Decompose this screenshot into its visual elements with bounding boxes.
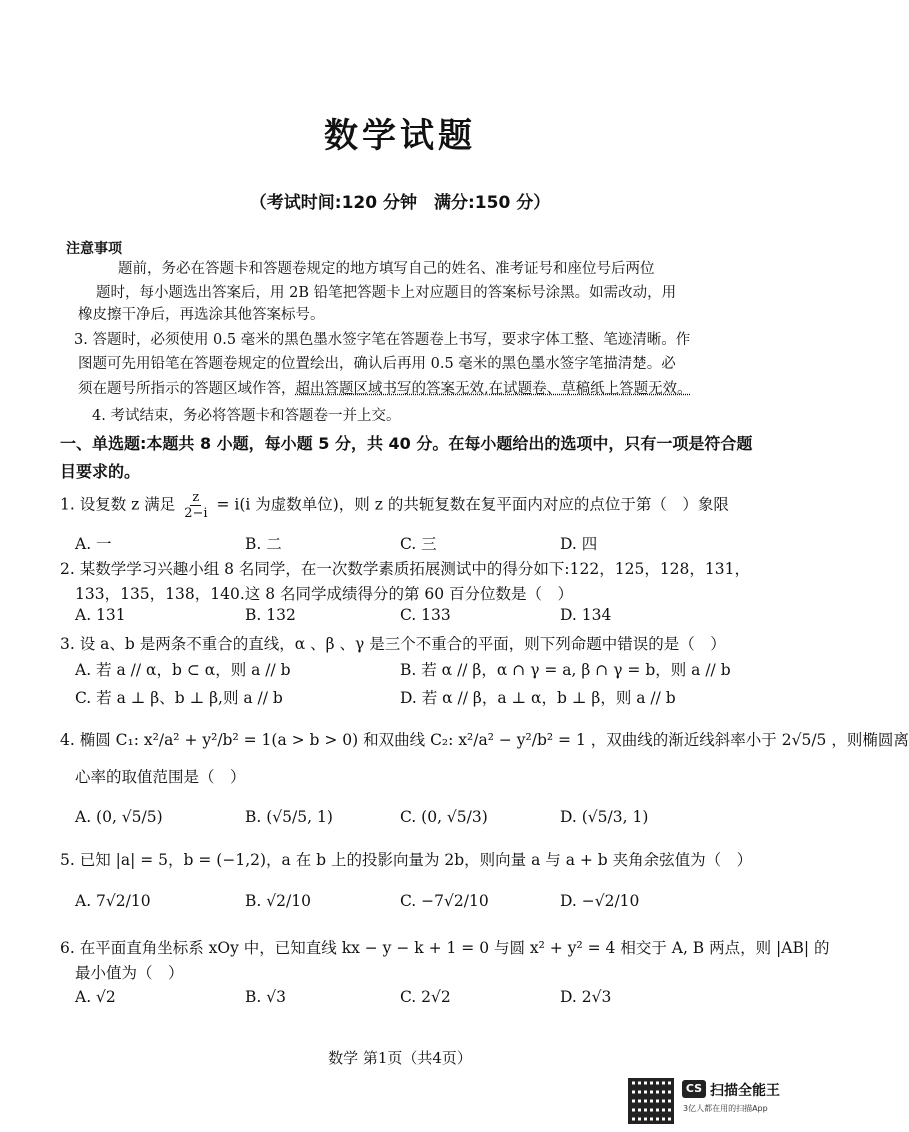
qr-code-icon bbox=[628, 1078, 674, 1124]
page-footer: 数学 第1页（共4页） bbox=[328, 1049, 472, 1067]
q4-option-c: C. (0, √5/3) bbox=[400, 808, 488, 826]
q5-option-b: B. √2/10 bbox=[245, 892, 311, 910]
q4-option-b: B. (√5/5, 1) bbox=[245, 808, 333, 826]
q3-option-d: D. 若 α // β，a ⊥ α，b ⊥ β，则 a // b bbox=[400, 689, 676, 707]
question-4 bbox=[60, 728, 909, 750]
section-heading: 一、单选题:本题共 8 小题，每小题 5 分，共 40 分。在每小题给出的选项中，只有一项是符合题目要求的。 bbox=[60, 434, 753, 481]
q1-pre: 1. 设复数 z 满足 bbox=[60, 495, 176, 514]
q6-option-c: C. 2√2 bbox=[400, 988, 451, 1006]
question-6-line-2: 最小值为（ ） bbox=[75, 964, 184, 982]
q2-option-d: D. 134 bbox=[560, 606, 612, 624]
q3-option-a: A. 若 a // α，b ⊂ α，则 a // b bbox=[75, 661, 291, 679]
q6-option-d: D. 2√3 bbox=[560, 988, 612, 1006]
q4-mid: 和双曲线 C₂: bbox=[363, 731, 454, 749]
q5-option-d: D. −√2/10 bbox=[560, 892, 640, 910]
notice-line-2: 题时，每小题选出答案后，用 2B 铅笔把答题卡上对应题目的答案标号涂黑。如需改动，用 bbox=[96, 285, 677, 301]
notice-line-5: 图题可先用铅笔在答题卷规定的位置绘出，确认后再用 0.5 毫米的黑色墨水签字笔描清楚。必 bbox=[78, 356, 676, 372]
exam-info: （考试时间:120 分钟 满分:150 分） bbox=[249, 193, 551, 213]
q4-post: ，双曲线的渐近线斜率小于 bbox=[590, 731, 777, 749]
q1-post: = i(i 为虚数单位)，则 z 的共轭复数在复平面内对应的点位于第（ ）象限 bbox=[216, 495, 729, 514]
q4-hyperbola: x²/a² − y²/b² = 1 bbox=[458, 731, 586, 749]
question-6-line-1: 6. 在平面直角坐标系 xOy 中，已知直线 kx − y − k + 1 = 0 与圆 x² + y² = 4 相交于 A, B 两点，则 |AB| 的 bbox=[60, 939, 830, 957]
notice-line-6 bbox=[78, 378, 692, 400]
q2-option-b: B. 132 bbox=[245, 606, 296, 624]
notice-heading: 注意事项 bbox=[66, 241, 122, 257]
notice-line-4: 3. 答题时，必须使用 0.5 毫米的黑色墨水签字笔在答题卷上书写，要求字体工整、笔迹清晰。作 bbox=[74, 332, 691, 348]
q1-option-a: A. 一 bbox=[75, 535, 112, 553]
question-2-line-1: 2. 某数学学习兴趣小组 8 名同学，在一次数学素质拓展测试中的得分如下:122，125，128，131， bbox=[60, 560, 750, 578]
question-3: 3. 设 a、b 是两条不重合的直线，α 、β 、γ 是三个不重合的平面，则下列命题中错误的是（ ） bbox=[60, 635, 726, 653]
question-4-line-2: 心率的取值范围是（ ） bbox=[75, 768, 246, 786]
q1-option-c: C. 三 bbox=[400, 535, 437, 553]
q2-option-c: C. 133 bbox=[400, 606, 451, 624]
notice-line-6-text: 须在题号所指示的答题区域作答， bbox=[78, 381, 296, 397]
q4-pre: 4. 椭圆 C₁: bbox=[60, 731, 139, 749]
q3-option-c: C. 若 a ⊥ β、b ⊥ β,则 a // b bbox=[75, 689, 283, 707]
notice-line-3: 橡皮擦干净后，再选涂其他答案标号。 bbox=[78, 307, 325, 323]
scanner-tagline: 3亿人都在用的扫描App bbox=[683, 1104, 768, 1113]
q4-option-a: A. (0, √5/5) bbox=[75, 808, 163, 826]
notice-line-6-emphasis: 超出答题区域书写的答案无效,在试题卷、草稿纸上答题无效。 bbox=[295, 381, 692, 397]
scanner-name: 扫描全能王 bbox=[710, 1083, 780, 1099]
q5-option-a: A. 7√2/10 bbox=[75, 892, 151, 910]
q6-option-b: B. √3 bbox=[245, 988, 286, 1006]
q1-option-d: D. 四 bbox=[560, 535, 598, 553]
question-1 bbox=[60, 490, 729, 521]
q1-fraction bbox=[182, 490, 209, 521]
q4-option-d: D. (√5/3, 1) bbox=[560, 808, 649, 826]
q4-ellipse: x²/a² + y²/b² = 1(a > b > 0) bbox=[143, 731, 359, 749]
q1-frac-den: 2−i bbox=[184, 506, 208, 521]
q3-option-b: B. 若 α // β，α ∩ γ = a, β ∩ γ = b，则 a // b bbox=[400, 661, 731, 679]
q4-post2: ，则椭圆离 bbox=[831, 731, 909, 749]
notice-line-7: 4. 考试结束，务必将答题卡和答题卷一并上交。 bbox=[92, 408, 401, 424]
q1-frac-num: z bbox=[192, 490, 200, 505]
q2-option-a: A. 131 bbox=[75, 606, 126, 624]
q1-option-b: B. 二 bbox=[245, 535, 282, 553]
q4-bound: 2√5/5 bbox=[781, 731, 827, 749]
q5-option-c: C. −7√2/10 bbox=[400, 892, 489, 910]
question-2-line-2: 133，135，138，140.这 8 名同学成绩得分的第 60 百分位数是（ ） bbox=[75, 585, 574, 603]
q6-option-a: A. √2 bbox=[75, 988, 116, 1006]
page-title: 数学试题 bbox=[324, 116, 476, 156]
scanner-logo: CS bbox=[682, 1080, 706, 1098]
question-5: 5. 已知 |a| = 5，b = (−1,2)，a 在 b 上的投影向量为 2b，则向量 a 与 a + b 夹角余弦值为（ ） bbox=[60, 851, 753, 869]
notice-line-1: 题前，务必在答题卡和答题卷规定的地方填写自己的姓名、准考证号和座位号后两位 bbox=[118, 261, 655, 277]
